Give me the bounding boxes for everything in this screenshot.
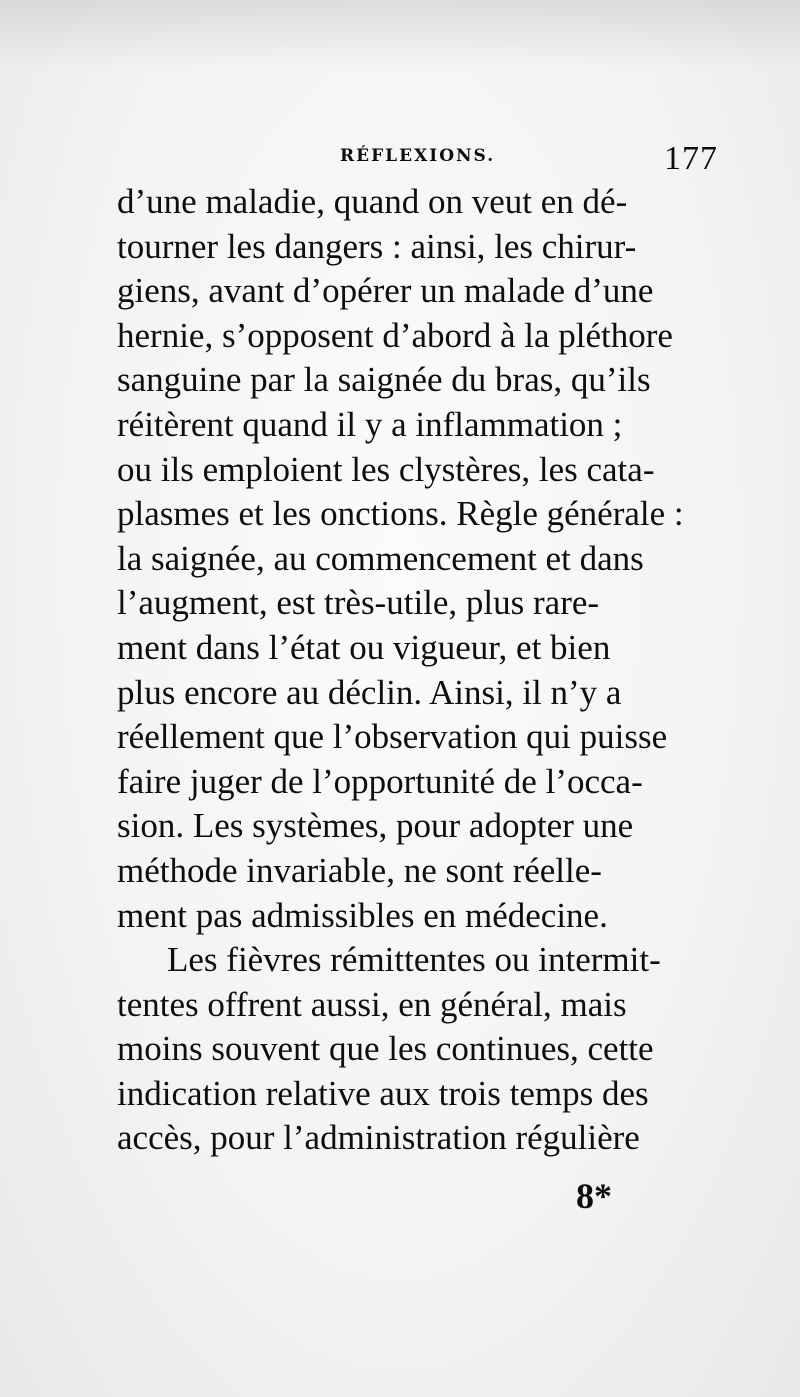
text-line: ment pas admissibles en médecine.: [117, 895, 608, 935]
text-line: hernie, s’opposent d’abord à la pléthore: [117, 315, 673, 355]
text-line: plus encore au déclin. Ainsi, il n’y a: [117, 672, 622, 712]
page-edge-shadow: [0, 0, 800, 70]
paragraph-start-line: Les fièvres rémittentes ou intermit-: [167, 940, 661, 980]
text-line: plasmes et les onctions. Règle générale :: [117, 494, 684, 534]
text-line: méthode invariable, ne sont réelle-: [117, 850, 602, 890]
text-line: d’une maladie, quand on veut en dé-: [117, 182, 628, 221]
text-line: ment dans l’état ou vigueur, et bien: [117, 627, 611, 667]
text-line: faire juger de l’opportunité de l’occa-: [117, 761, 643, 801]
text-line: ou ils emploient les clystères, les cata-: [117, 449, 655, 489]
text-line: moins souvent que les continues, cette: [117, 1029, 654, 1069]
text-line: accès, pour l’administration régulière: [117, 1118, 640, 1158]
text-line: la saignée, au commencement et dans: [117, 538, 644, 578]
text-line: sion. Les systèmes, pour adopter une: [117, 806, 634, 846]
signature-mark: 8*: [576, 1176, 612, 1216]
page-number: 177: [664, 140, 718, 177]
running-head: RÉFLEXIONS.: [340, 146, 496, 166]
text-line: réitèrent quand il y a inflammation ;: [117, 404, 623, 444]
text-line: sanguine par la saignée du bras, qu’ils: [117, 360, 651, 400]
page-header: [0, 140, 800, 176]
body-text: [117, 180, 737, 1161]
text-line: réellement que l’observation qui puisse: [117, 717, 668, 757]
text-line: tourner les dangers : ainsi, les chirur-: [117, 226, 637, 266]
text-line: giens, avant d’opérer un malade d’une: [117, 271, 654, 311]
text-line: l’augment, est très-utile, plus rare-: [117, 583, 600, 623]
text-line: indication relative aux trois temps des: [117, 1073, 649, 1113]
text-line: tentes offrent aussi, en général, mais: [117, 984, 627, 1024]
